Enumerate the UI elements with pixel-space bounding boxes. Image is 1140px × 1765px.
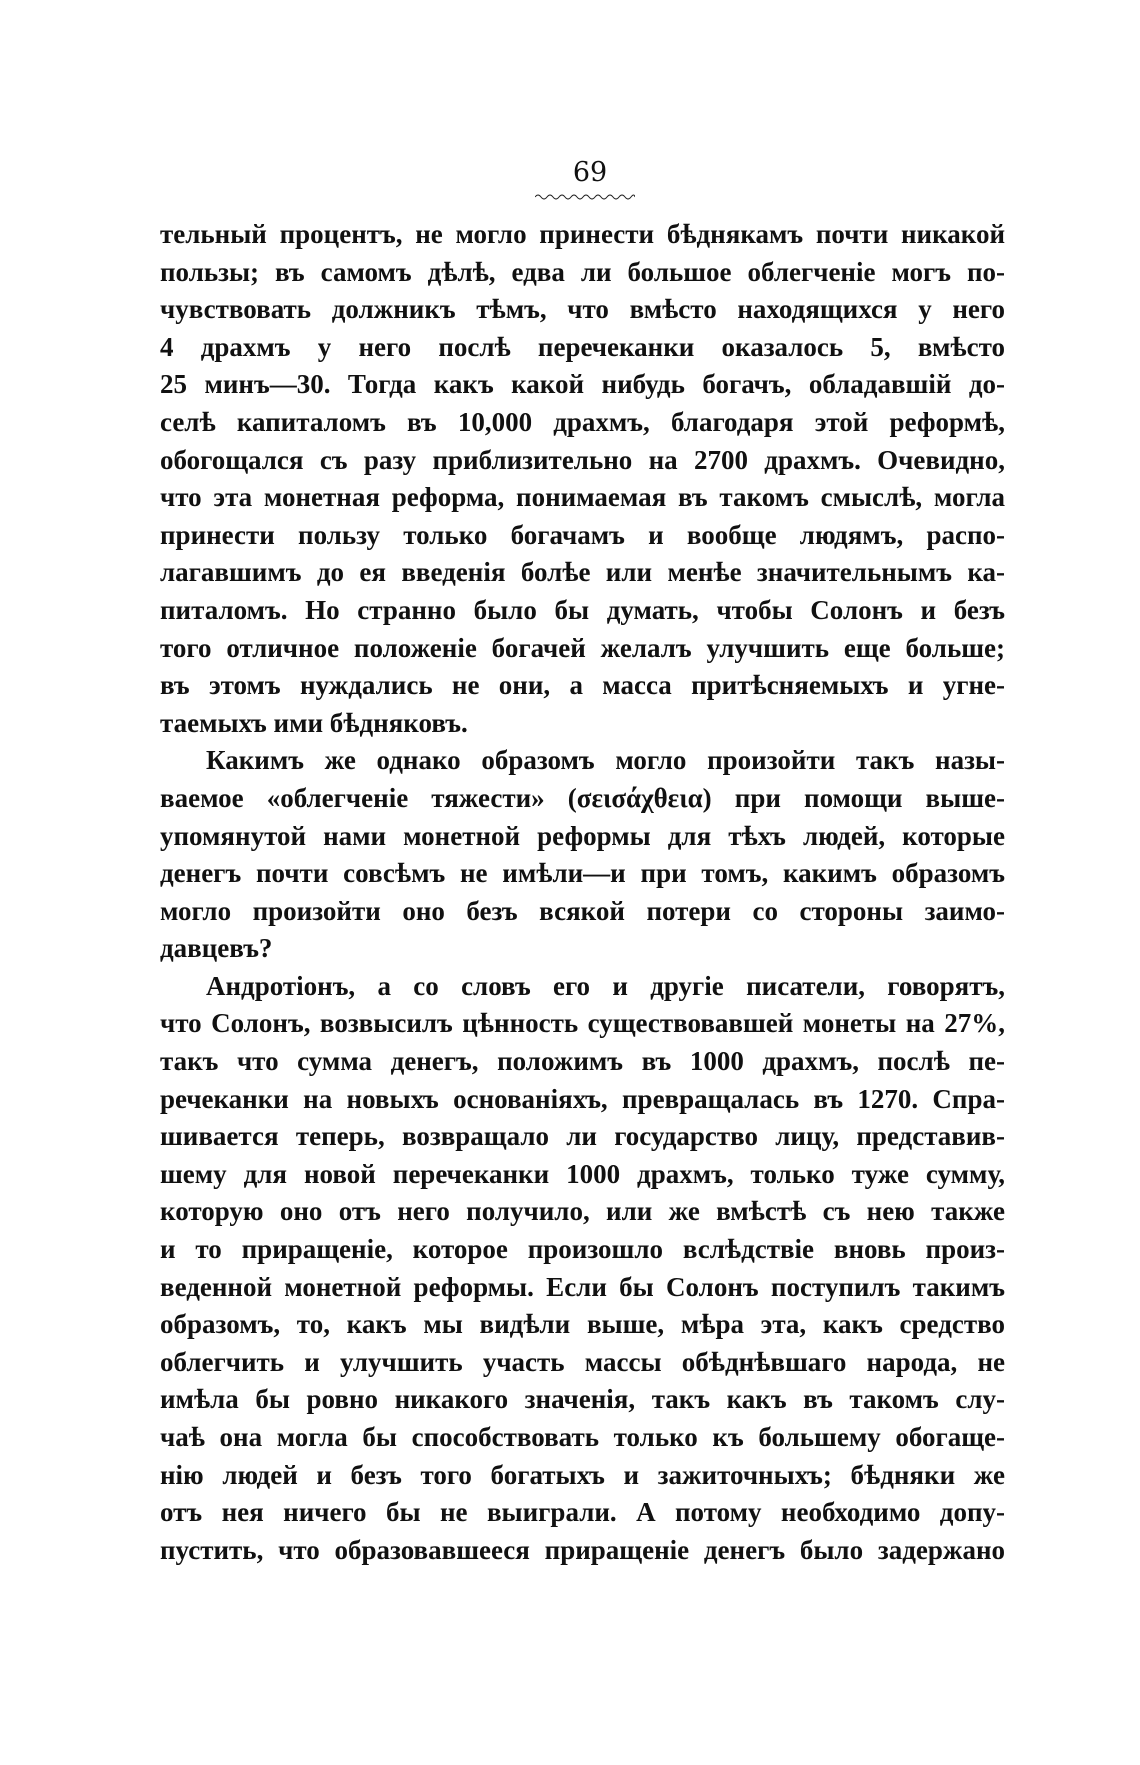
text-line: давцевъ? xyxy=(160,933,273,964)
text-line: веденной монетной реформы. Если бы Солонъ поступилъ такимъ xyxy=(160,1271,1005,1302)
paragraph-3 xyxy=(160,968,1005,1570)
text-line: речеканки на новыхъ основаніяхъ, превращалась въ 1270. Спра- xyxy=(160,1083,1005,1114)
paragraph-1 xyxy=(160,216,1005,742)
text-line: таемыхъ ими бѣдняковъ. xyxy=(160,707,468,738)
text-line: пустить, что образовавшееся приращеніе денегъ было задержано xyxy=(160,1534,1005,1565)
text-line: которую оно отъ него получило, или же вмѣстѣ съ нею также xyxy=(160,1196,1005,1227)
text-line: упомянутой нами монетной реформы для тѣхъ людей, которые xyxy=(160,820,1005,851)
text-line: 4 драхмъ у него послѣ перечеканки оказалось 5, вмѣсто xyxy=(160,331,1005,362)
text-line: отъ нея ничего бы не выиграли. А потому необходимо допу- xyxy=(160,1497,1005,1528)
text-line: шему для новой перечеканки 1000 драхмъ, только туже сумму, xyxy=(160,1158,1005,1189)
text-line: чаѣ она могла бы способствовать только къ большему обогаще- xyxy=(160,1422,1005,1452)
text-line: того отличное положеніе богачей желалъ улучшить еще больше; xyxy=(160,632,1005,663)
text-line: такъ что сумма денегъ, положимъ въ 1000 драхмъ, послѣ пе- xyxy=(160,1046,1005,1077)
text-line: питаломъ. Но странно было бы думать, чтобы Солонъ и безъ xyxy=(160,594,1005,625)
wavy-rule-ornament xyxy=(535,193,635,201)
text-line: шивается теперь, возвращало ли государство лицу, представив- xyxy=(160,1121,1005,1152)
paragraph-2 xyxy=(160,742,1005,968)
text-line: чувствовать должникъ тѣмъ, что вмѣсто находящихся у него xyxy=(160,294,1005,325)
text-line: ваемое «облегченіе тяжести» (σεισάχθεια) при помощи выше- xyxy=(160,782,1005,813)
text-line: Какимъ же однако образомъ могло произойти такъ назы- xyxy=(206,745,1005,776)
page-number: 69 xyxy=(572,157,608,188)
text-line: пользы; въ самомъ дѣлѣ, едва ли большое облегченіе могъ по- xyxy=(160,256,1005,287)
text-line: что эта монетная реформа, понимаемая въ такомъ смыслѣ, могла xyxy=(160,482,1005,513)
text-line: что Солонъ, возвысилъ цѣнность существовавшей монеты на 27%, xyxy=(160,1008,1005,1039)
text-line: облегчить и улучшить участь массы обѣднѣвшаго народа, не xyxy=(160,1346,1005,1377)
text-line: 25 минъ—30. Тогда какъ какой нибудь богачъ, обладавшій до- xyxy=(160,369,1005,400)
text-line: нію людей и безъ того богатыхъ и зажиточныхъ; бѣдняки же xyxy=(160,1459,1005,1490)
text-line: въ этомъ нуждались не они, а масса притѣсняемыхъ и угне- xyxy=(160,670,1005,701)
text-line: образомъ, то, какъ мы видѣли выше, мѣра эта, какъ средство xyxy=(160,1309,1005,1340)
text-line: обогощался съ разу приблизительно на 2700 драхмъ. Очевидно, xyxy=(160,444,1005,475)
text-line: принести пользу только богачамъ и вообще людямъ, распо- xyxy=(160,519,1005,550)
text-line: имѣла бы ровно никакого значенія, такъ какъ въ такомъ слу- xyxy=(160,1384,1005,1415)
text-line: денегъ почти совсѣмъ не имѣли—и при томъ, какимъ образомъ xyxy=(160,858,1005,889)
text-line: Андротіонъ, а со словъ его и другіе писатели, говорятъ, xyxy=(206,970,1005,1001)
text-line: селѣ капиталомъ въ 10,000 драхмъ, благодаря этой реформѣ, xyxy=(160,406,1005,437)
text-line: тельный процентъ, не могло принести бѣднякамъ почти никакой xyxy=(160,219,1005,249)
text-line: лагавшимъ до ея введенія болѣе или менѣе значительнымъ ка- xyxy=(160,557,1005,588)
text-line: могло произойти оно безъ всякой потери со стороны заимо- xyxy=(160,895,1005,926)
text-body xyxy=(160,216,1005,1569)
text-line: и то приращеніе, которое произошло вслѣдствіе вновь произ- xyxy=(160,1234,1005,1265)
